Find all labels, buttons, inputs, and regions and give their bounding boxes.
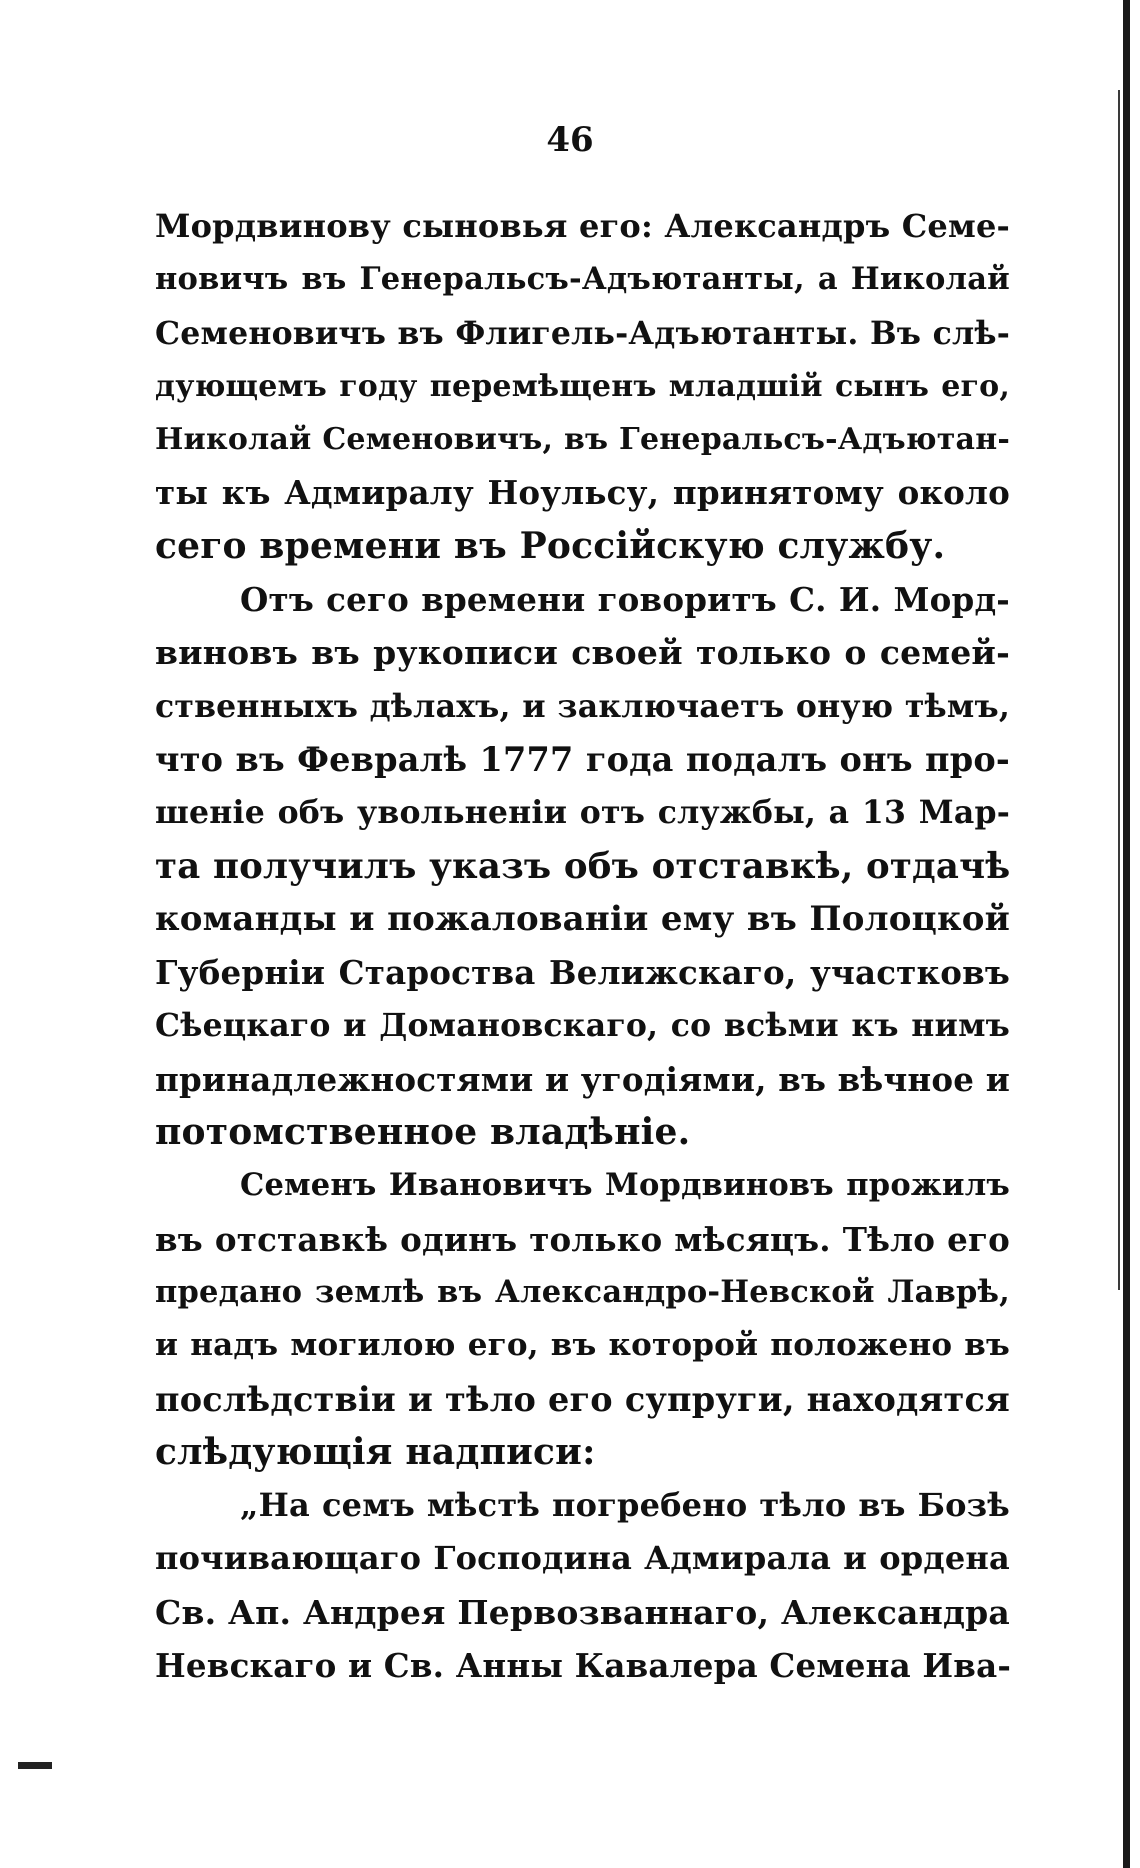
text-line: Губерніи Староства Велижскаго, участковъ — [155, 953, 1010, 993]
text-line: Николай Семеновичъ, въ Генеральсъ-Адъютан- — [155, 422, 1010, 458]
text-line: Отъ сего времени говоритъ С. И. Морд- — [240, 580, 1010, 620]
text-line: что въ Февралѣ 1777 года подалъ онъ про- — [155, 739, 1010, 779]
text-line: почивающаго Господина Адмирала и ордена — [155, 1539, 1010, 1578]
text-line: та получилъ указъ объ отставкѣ, отдачѣ — [155, 845, 1011, 887]
text-line: ственныхъ дѣлахъ, и заключаетъ оную тѣмъ, — [155, 687, 1010, 725]
text-line: команды и пожалованіи ему въ Полоцкой — [155, 898, 1010, 939]
text-line: Невскаго и Св. Анны Кавалера Семена Ива- — [155, 1646, 1012, 1686]
text-line: принадлежностями и угодіями, въ вѣчное и — [155, 1059, 1010, 1099]
text-line: Семенъ Ивановичъ Мордвиновъ прожилъ — [240, 1167, 1010, 1204]
text-line: предано землѣ въ Александро-Невской Лаврѣ, — [155, 1273, 1010, 1310]
text-line: Сѣецкаго и Домановскаго, со всѣми къ нимъ — [155, 1007, 1010, 1045]
text-line: Мордвинову сыновья его: Александръ Семе- — [155, 207, 1010, 245]
text-line: шеніе объ увольненіи отъ службы, а 13 Мар- — [155, 794, 1010, 832]
text-line: дующемъ году перемѣщенъ младшій сынъ его, — [155, 368, 1010, 404]
text-line: сего времени въ Россійскую службу. — [155, 524, 946, 567]
text-line: Св. Ап. Андрея Первозваннаго, Александра — [155, 1592, 1010, 1632]
text-line: виновъ въ рукописи своей только о семей- — [155, 633, 1010, 673]
page-number: 46 — [546, 120, 594, 160]
page-border-inner — [1118, 90, 1120, 1290]
text-line: ты къ Адмиралу Ноульсу, принятому около — [155, 473, 1010, 513]
text-line: въ отставкѣ одинъ только мѣсяцъ. Тѣло его — [155, 1219, 1010, 1259]
scan-mark — [18, 1762, 52, 1769]
text-line: послѣдствіи и тѣло его супруги, находятся — [155, 1379, 1010, 1419]
text-line: потомственное владѣніе. — [155, 1111, 691, 1154]
text-line: и надъ могилою его, въ которой положено въ — [155, 1327, 1010, 1364]
page-border — [1123, 0, 1130, 1868]
text-line: „На семъ мѣстѣ погребено тѣло въ Бозѣ — [240, 1486, 1010, 1525]
body-text — [155, 200, 1010, 1692]
text-line: Семеновичъ въ Флигель-Адъютанты. Въ слѣ- — [155, 314, 1010, 352]
text-line: слѣдующія надписи: — [155, 1430, 596, 1473]
text-line: новичъ въ Генеральсъ-Адъютанты, а Николай — [155, 261, 1010, 298]
